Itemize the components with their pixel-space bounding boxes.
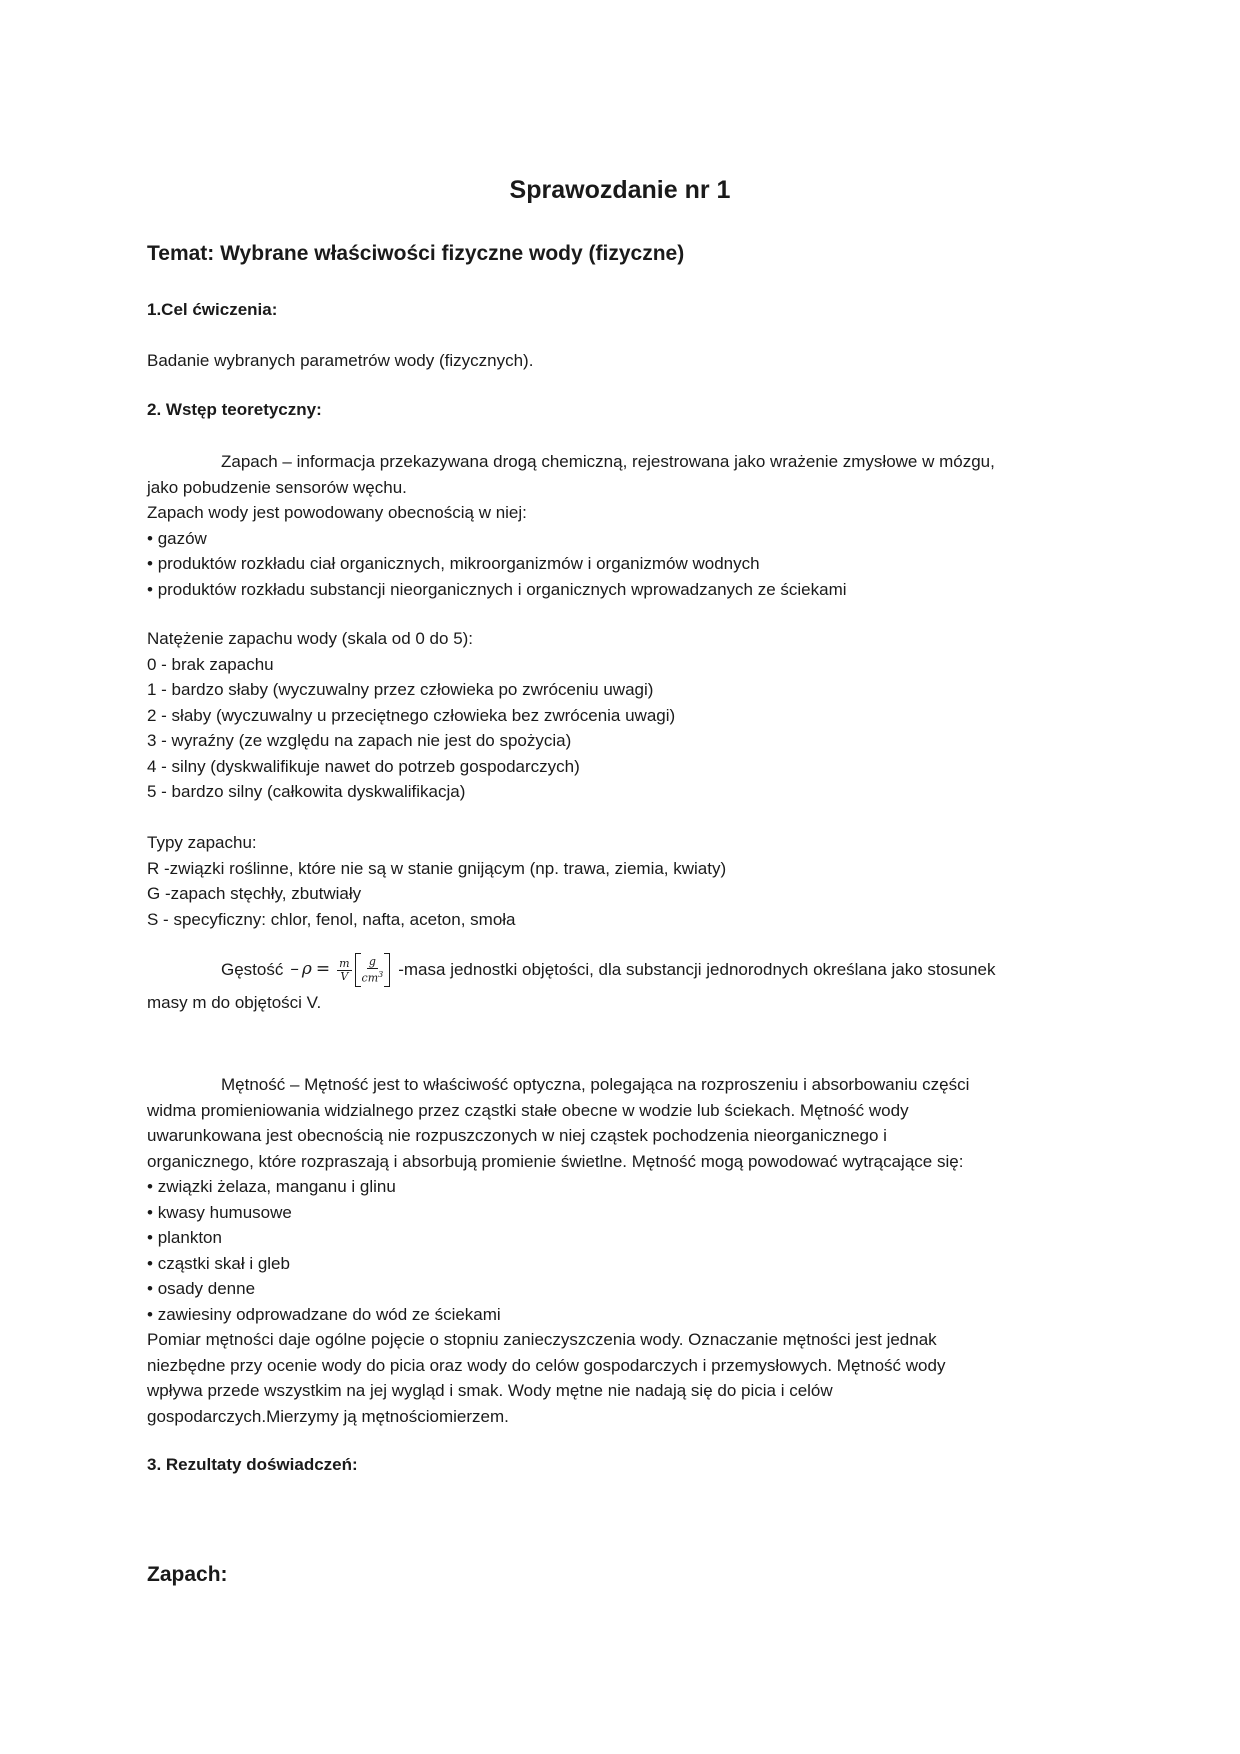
- topic-heading: Temat: Wybrane właściwości fizyczne wody (fizyczne): [147, 242, 685, 265]
- intensity-item: 3 - wyraźny (ze względu na zapach nie jest do spożycia): [147, 731, 572, 750]
- turbidity-after-line: Pomiar mętności daje ogólne pojęcie o stopniu zanieczyszczenia wody. Oznaczanie mętności jest jednak: [147, 1330, 937, 1349]
- section-1-body: Badanie wybranych parametrów wody (fizycznych).: [147, 351, 534, 370]
- section-1-heading: 1.Cel ćwiczenia:: [147, 300, 278, 319]
- fraction-g-over-cm3: [362, 956, 384, 985]
- odor-cause-item: • gazów: [147, 526, 1087, 552]
- intensity-title: Natężenie zapachu wody (skala od 0 do 5):: [147, 629, 474, 648]
- odor-types-title: Typy zapachu:: [147, 833, 257, 852]
- density-label: Gęstość: [221, 960, 284, 980]
- turbidity-block: [147, 1072, 1087, 1429]
- turbidity-after-line: gospodarczych.Mierzymy ją mętnościomierzem.: [147, 1406, 509, 1426]
- odor-cause-item: • produktów rozkładu ciał organicznych, mikroorganizmów i organizmów wodnych: [147, 551, 1087, 577]
- density-description: -masa jednostki objętości, dla substancji jednorodnych określana jako stosunek: [398, 960, 996, 980]
- intensity-item: 5 - bardzo silny (całkowita dyskwalifikacja): [147, 782, 466, 801]
- turbidity-cause-item: • związki żelaza, manganu i glinu: [147, 1174, 1087, 1200]
- odor-type-item: G -zapach stęchły, zbutwiały: [147, 884, 362, 903]
- unit-cm: cm: [361, 971, 379, 985]
- formula-rho: ρ: [301, 959, 312, 980]
- section-2-heading: 2. Wstęp teoretyczny:: [147, 400, 322, 419]
- turbidity-after-line: wpływa przede wszystkim na jej wygląd i smak. Wody mętne nie nadają się do picia i celów: [147, 1381, 833, 1400]
- intensity-scale-block: [147, 626, 1087, 805]
- formula-dash: –: [290, 959, 299, 980]
- turbidity-cause-item: • kwasy humusowe: [147, 1200, 1087, 1226]
- intensity-item: 4 - silny (dyskwalifikuje nawet do potrzeb gospodarczych): [147, 756, 580, 776]
- turbidity-line: organicznego, które rozpraszają i absorbują promienie świetlne. Mętność mogą powodować wytrącające się:: [147, 1151, 964, 1171]
- turbidity-line: Mętność – Mętność jest to właściwość optyczna, polegająca na rozproszeniu i absorbowaniu części: [221, 1075, 970, 1094]
- density-definition: [147, 950, 1087, 1016]
- fraction-denominator: V: [340, 969, 349, 983]
- unit-denominator: [362, 969, 384, 985]
- unit-bracket: [355, 953, 391, 987]
- odor-types-block: [147, 830, 1087, 932]
- intensity-item: 0 - brak zapachu: [147, 654, 274, 674]
- turbidity-after-line: niezbędne przy ocenie wody do picia oraz wody do celów gospodarczych i przemysłowych. Mętność wody: [147, 1355, 946, 1375]
- odor-intro-line-3: Zapach wody jest powodowany obecnością w niej:: [147, 503, 527, 522]
- odor-intro-line-2: jako pobudzenie sensorów węchu.: [147, 477, 407, 497]
- odor-paragraph: [147, 449, 1087, 602]
- turbidity-line: widma promieniowania widzialnego przez cząstki stałe obecne w wodzie lub ściekach. Mętność wody: [147, 1100, 909, 1120]
- unit-numerator: g: [368, 954, 376, 968]
- unit-exponent: 3: [378, 969, 384, 979]
- odor-type-item: R -związki roślinne, które nie są w stanie gnijącym (np. trawa, ziemia, kwiaty): [147, 858, 727, 878]
- odor-type-item: S - specyficzny: chlor, fenol, nafta, aceton, smoła: [147, 909, 516, 929]
- turbidity-cause-item: • zawiesiny odprowadzane do wód ze ściekami: [147, 1302, 1087, 1328]
- fraction-m-over-v: [337, 958, 351, 983]
- turbidity-cause-item: • cząstki skał i gleb: [147, 1251, 1087, 1277]
- page-title: Sprawozdanie nr 1: [509, 176, 731, 204]
- turbidity-line: uwarunkowana jest obecnością nie rozpuszczonych w niej cząstek pochodzenia nieorganicznego i: [147, 1126, 887, 1145]
- section-3-heading: 3. Rezultaty doświadczeń:: [147, 1455, 358, 1474]
- density-formula: [287, 953, 390, 987]
- density-formula-line: [147, 950, 1087, 990]
- intensity-item: 1 - bardzo słaby (wyczuwalny przez człowieka po zwróceniu uwagi): [147, 680, 654, 699]
- odor-results-subheading: Zapach:: [147, 1563, 228, 1586]
- turbidity-cause-item: • plankton: [147, 1225, 1087, 1251]
- odor-intro-line-1: Zapach – informacja przekazywana drogą chemiczną, rejestrowana jako wrażenie zmysłowe w mózgu,: [221, 452, 995, 471]
- turbidity-cause-item: • osady denne: [147, 1276, 1087, 1302]
- fraction-numerator: m: [339, 956, 350, 970]
- intensity-item: 2 - słaby (wyczuwalny u przeciętnego człowieka bez zwrócenia uwagi): [147, 705, 676, 725]
- odor-cause-item: • produktów rozkładu substancji nieorganicznych i organicznych wprowadzanych ze ściekami: [147, 577, 1087, 603]
- formula-equals: =: [315, 959, 331, 980]
- density-line-2: masy m do objętości V.: [147, 993, 322, 1012]
